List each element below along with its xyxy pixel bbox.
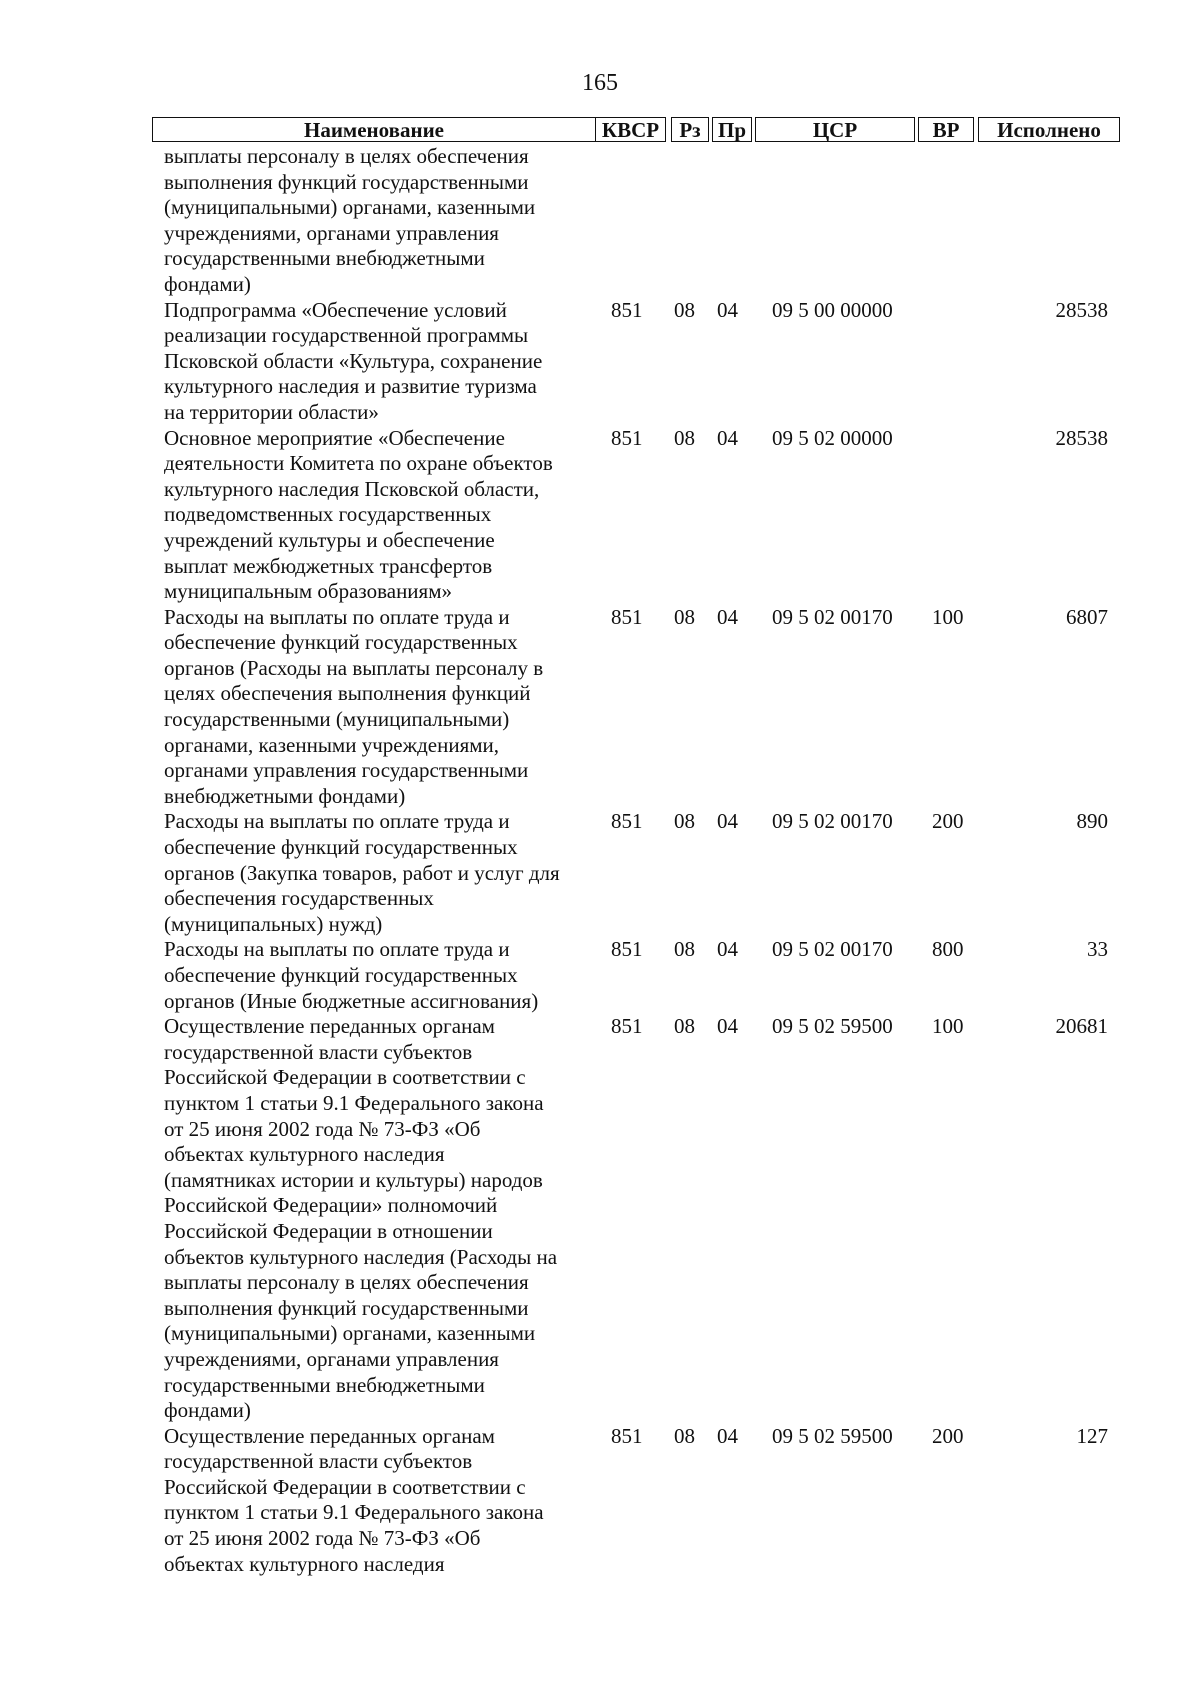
table-row [0,426,1200,605]
header-vr: ВР [918,117,974,142]
table-row [0,144,1200,298]
header-pr: Пр [712,117,752,142]
row-rz: 08 [674,1014,695,1039]
row-rz: 08 [674,1423,695,1448]
table-row [0,1014,1200,1424]
row-done: 28538 [1055,425,1108,450]
row-vr: 200 [932,809,964,834]
row-kvsr: 851 [611,1423,643,1448]
row-name: выплаты персоналу в целях обеспечения выполнения функций государственными (муниципальными) органами, казенными учреждениями, органами управления государственными внебюджетными фондами) [164,144,536,296]
row-done: 20681 [1055,1014,1108,1039]
row-vr: 800 [932,937,964,962]
table-row [0,605,1200,810]
row-name: Расходы на выплаты по оплате труда и обеспечение функций государственных органов (Иные бюджетные ассигнования) [164,937,539,1013]
row-pr: 04 [717,1014,738,1039]
row-done: 28538 [1055,297,1108,322]
row-vr: 100 [932,1014,964,1039]
row-pr: 04 [717,937,738,962]
row-rz: 08 [674,604,695,629]
table-row [0,1424,1200,1578]
row-pr: 04 [717,1423,738,1448]
row-kvsr: 851 [611,1014,643,1039]
row-kvsr: 851 [611,604,643,629]
row-done: 33 [1087,937,1108,962]
row-csr: 09 5 02 00170 [772,937,893,962]
table-row [0,298,1200,426]
row-csr: 09 5 02 00000 [772,425,893,450]
row-name: Осуществление переданных органам государственной власти субъектов Российской Федерации в соответствии с пунктом 1 статьи 9.1 Федерального закона от 25 июня 2002 года № 73-ФЗ «Об объектах культурного наследия (памятниках истории и культуры) народов Российской Федерации» полномочий Российской Федерации в отношении объектов культурного наследия (Расходы на выплаты персоналу в целях обеспечения выполнения функций государственными (муниципальными) органами, казенными учреждениями, органами управления государственными внебюджетными фондами) [164,1014,558,1423]
row-name: Расходы на выплаты по оплате труда и обеспечение функций государственных органов (Расходы на выплаты персоналу в целях обеспечения выполнения функций государственными (муниципальными) органами, казенными учреждениями, органами управления государственными внебюджетными фондами) [164,604,544,808]
header-rz: Рз [671,117,709,142]
row-pr: 04 [717,604,738,629]
row-pr: 04 [717,425,738,450]
row-csr: 09 5 00 00000 [772,297,893,322]
row-csr: 09 5 02 59500 [772,1423,893,1448]
row-name: Подпрограмма «Обеспечение условий реализации государственной программы Псковской области «Культура, сохранение культурного наследия и развитие туризма на территории области» [164,297,543,424]
row-pr: 04 [717,809,738,834]
table-row [0,809,1200,937]
row-csr: 09 5 02 00170 [772,809,893,834]
row-kvsr: 851 [611,297,643,322]
header-name: Наименование [152,117,596,142]
table-body [0,144,1200,1577]
row-name: Осуществление переданных органам государственной власти субъектов Российской Федерации в соответствии с пунктом 1 статьи 9.1 Федерального закона от 25 июня 2002 года № 73-ФЗ «Об объектах культурного наследия [164,1423,544,1576]
row-kvsr: 851 [611,425,643,450]
row-rz: 08 [674,809,695,834]
row-pr: 04 [717,297,738,322]
header-done: Исполнено [978,117,1120,142]
row-csr: 09 5 02 59500 [772,1014,893,1039]
header-kvsr: КВСР [595,117,666,142]
row-done: 127 [1076,1423,1108,1448]
row-kvsr: 851 [611,937,643,962]
row-done: 6807 [1066,604,1108,629]
row-csr: 09 5 02 00170 [772,604,893,629]
row-vr: 200 [932,1423,964,1448]
row-done: 890 [1076,809,1108,834]
table-row [0,937,1200,1014]
row-kvsr: 851 [611,809,643,834]
header-csr: ЦСР [755,117,915,142]
row-rz: 08 [674,937,695,962]
row-name: Расходы на выплаты по оплате труда и обеспечение функций государственных органов (Закупка товаров, работ и услуг для обеспечения государственных (муниципальных) нужд) [164,809,560,936]
row-rz: 08 [674,425,695,450]
row-vr: 100 [932,604,964,629]
table-header [152,117,1120,144]
row-rz: 08 [674,297,695,322]
page-number: 165 [582,70,618,96]
row-name: Основное мероприятие «Обеспечение деятельности Комитета по охране объектов культурного наследия Псковской области, подведомственных государственных учреждений культуры и обеспечение выплат межбюджетных трансфертов муниципальным образованиям» [164,425,553,604]
